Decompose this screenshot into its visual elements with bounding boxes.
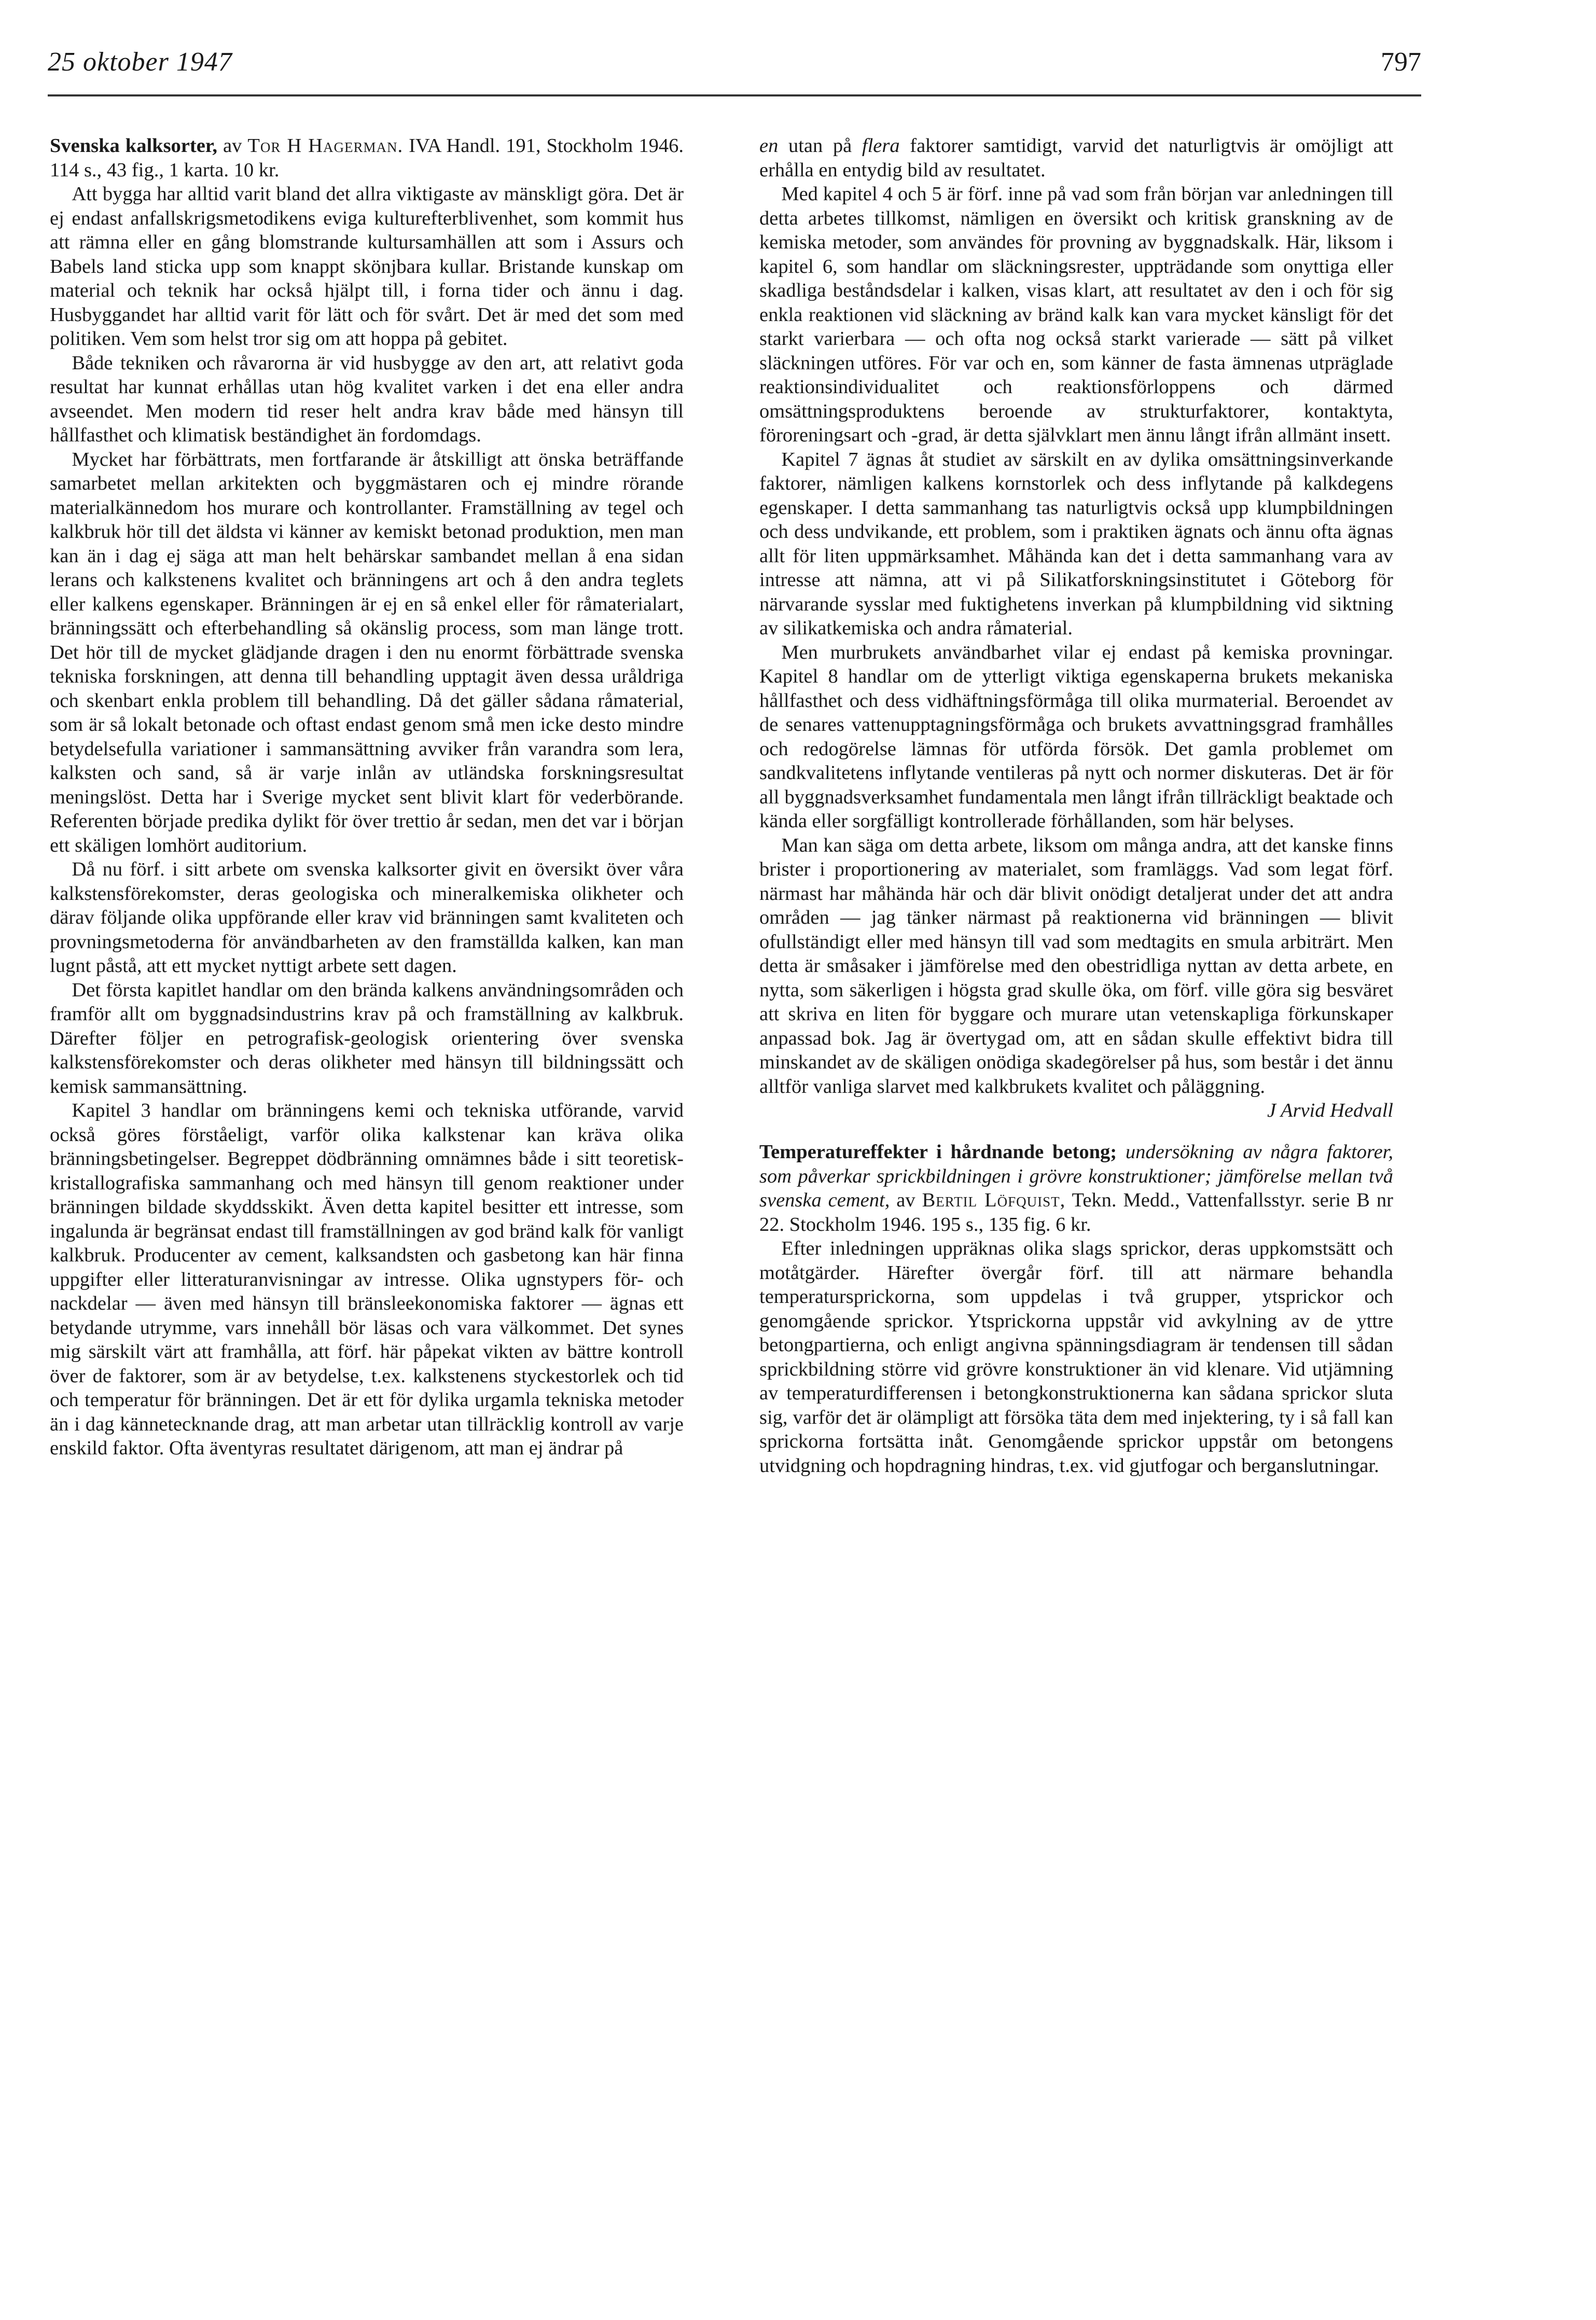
header-rule [48, 94, 1421, 96]
review-by: av [223, 135, 242, 157]
right-column [759, 134, 1393, 1478]
left-column [50, 134, 684, 1461]
page-header [48, 47, 1421, 88]
issue-date: 25 oktober 1947 [48, 47, 232, 77]
review-heading [759, 1140, 1393, 1237]
review-title: Svenska kalksorter, [50, 135, 217, 157]
body-text: utan på [788, 135, 852, 157]
body-text: faktorer samtidigt, varvid det naturligtvis är omöjligt att erhålla en entydig bild av resultatet. [759, 135, 1394, 181]
body-text: Man kan säga om detta arbete, liksom om många andra, att det kanske finns brister i proportionering av materialet, som framläggs. Vad som legat förf. närmast har måhända här och där blivit onödigt detaljerat under det att andra områden — jag tänker närmast på reaktionerna vid bränningen — blivit ofullständigt eller med hänsyn till vad som medtagits en smula arbiträrt. Men detta är småsaker i jämförelse med den obestridliga nyttan av detta arbete, en nytta, som säkerligen i högsta grad skulle öka, om förf. ville göra sig besväret att skriva en liten för byggare och murare utan vetenskapliga förkunskaper anpassad bok. Jag är övertygad om, att en sådan skulle effektivt bidra till minskandet av de skäligen onödiga skadegörelser på hus, som består i det ännu alltför vanliga slarvet med kalkbrukets kvalitet och påläggning. [759, 834, 1393, 1098]
review-paragraph: Med kapitel 4 och 5 är förf. inne på vad som från början var anledningen till detta arbetes tillkomst, nämligen en översikt och kritisk granskning av de kemiska metoder, som användes för provning av byggnadskalk. Här, liksom i kapitel 6, som handlar om släckningsrester, uppträdande som onyttiga eller skadliga beståndsdelar i kalken, visas klart, att resultatet av den i och för sig enkla reaktionen vid släckning av bränd kalk kan vara mycket känsligt för det starkt varierbara — och ofta nog också starkt varierade — sätt på vilket släckningen utföres. För var och en, som känner de fasta ämnenas utpräglade reaktionsindividualitet och reaktionsförloppens och därmed omsättningsproduktens beroende av strukturfaktorer, kontaktyta, föroreningsart och -grad, är detta självklart men ännu långt ifrån allmänt insett. [759, 183, 1393, 446]
review-title: Temperatureffekter i hårdnande betong; [759, 1141, 1117, 1163]
review-paragraph: Efter inledningen uppräknas olika slags sprickor, deras uppkomstsätt och motåtgärder. Härefter övergår förf. till att närmare behandla temperatursprickorna, som uppdelas i två grupper, ytsprickor och genomgående sprickor. Ytsprickorna uppstår vid avkylning av de yttre betongpartierna, och enligt angivna spänningsdiagram är tendensen till sådan sprickbildning större vid grövre konstruktioner än vid klenare. Vid utjämning av temperaturdifferensen i betongkonstruktionerna kan sådana sprickor sluta sig, varför det är olämpligt att försöka täta dem med injektering, ty i så fall kan sprickorna fortsätta inåt. Genomgående sprickor uppstår om betongens utvidgning och hopdragning hindras, t.ex. vid gjutfogar och berganslutningar. [759, 1238, 1393, 1477]
emphasis-text: flera [862, 135, 900, 157]
review-paragraph: Både tekniken och råvarorna är vid husbygge av den art, att relativt goda resultat har kunnat erhållas utan hög kvalitet varken i det ena eller andra avseendet. Men modern tid reser helt andra krav både med hänsyn till hållfasthet och klimatisk beständighet än fordomdags. [50, 352, 684, 446]
review-paragraph: Då nu förf. i sitt arbete om svenska kalksorter givit en översikt över våra kalkstensförekomster, deras geologiska och mineralkemiska olikheter och därav följande olika uppförande eller krav vid bränningen samt kvaliteten och provningsmetoderna för användbarheten av den framställda kalken, kan man lugnt påstå, att ett mycket nyttigt arbete sett dagen. [50, 858, 684, 977]
review-heading [50, 134, 684, 182]
review-paragraph: Kapitel 3 handlar om bränningens kemi och tekniska utförande, varvid också göres förståeligt, varför olika kalkstenar kan kräva olika bränningsbetingelser. Begreppet dödbränning omnämnes både i sitt teoretisk-kristallografiska sammanhang och med hänsyn till genom reaktioner under bränningen bildade skyddsskikt. Även detta kapitel besitter ett intresse, som ingalunda är begränsat endast till framställningen av god bränd kalk för vanligt kalkbruk. Producenter av cement, kalksandsten och gasbetong kan här finna uppgifter eller litteraturanvisningar av intresse. Olika ugnstypers för- och nackdelar — även med hänsyn till bränsleekonomiska faktorer — ägnas ett betydande utrymme, vars innehåll bör läsas och vara välkommet. Det synes mig särskilt värt att framhålla, att förf. här påpekat vikten av bättre kontroll över de faktorer, som är av betydelse, t.ex. kalkstenens styckestorlek och tid och temperatur för bränningen. Det är ett för dylika urgamla tekniska metoder än i dag kännetecknande drag, att man arbetar utan tillräcklig kontroll av varje enskild faktor. Ofta äventyras resultatet därigenom, att man ej ändrar på [50, 1100, 684, 1459]
review-author: Tor H Hagerman. [247, 135, 404, 157]
reviewer-signature: J Arvid Hedvall [1267, 1100, 1393, 1121]
review-paragraph: Kapitel 7 ägnas åt studiet av särskilt en av dylika omsättningsinverkande faktorer, nämligen kalkens kornstorlek och dess inflytande på kalkdegens egenskaper. I detta sammanhang tas naturligtvis också upp klumpbildningen och dess undvikande, ett problem, som i praktiken ägnats och ännu ofta ägnas allt för liten uppmärksamhet. Måhända kan det i detta sammanhang vara av intresse att nämna, att vi på Silikatforskningsinstitutet i Göteborg för närvarande sysslar med fuktighetens inverkan på klumpbildning vid siktning av silikatkemiska och andra råmaterial. [759, 448, 1393, 639]
emphasis-text: en [759, 135, 779, 157]
review-paragraph: Att bygga har alltid varit bland det allra viktigaste av mänskligt göra. Det är ej endast anfallskrigsmetodikens eviga kulturefterblivenhet, som kommit hus att rämna eller en gång blomstrande kultursamhällen att som i Assurs och Babels land sticka upp som knappt skönjbara kullar. Bristande kunskap om material och teknik har också hjälpt till, i forna tider och ännu i dag. Husbyggandet har alltid varit för lätt och för svårt. Det är med det som med politiken. Vem som helst tror sig om att hoppa på gebitet. [50, 183, 684, 350]
page-number: 797 [1381, 47, 1421, 77]
review-paragraph-continued [759, 134, 1393, 182]
review-biblio: IVA Handl. 191, Stockholm 1946. 114 s., 43 fig., 1 karta. 10 kr. [50, 135, 684, 181]
review-by: av [896, 1189, 915, 1211]
review-paragraph [759, 833, 1393, 1121]
review-subtitle: undersökning av några faktorer, som påverkar sprickbildningen i grövre konstruktioner; jämförelse mellan två svenska cement, [759, 1141, 1393, 1211]
review-paragraph: Men murbrukets användbarhet vilar ej endast på kemiska provningar. Kapitel 8 handlar om de ytterligt viktiga egenskaperna brukets mekaniska hållfasthet och dess vidhäftningsförmåga till olika murmaterial. Beroendet av de senares vattenupptagningsförmåga och brukets avvattningsgrad framhålles och redogörelse lämnas för utförda försök. Det gamla problemet om sandkvalitetens inflytande ventileras på nytt och normer diskuteras. Det är för all byggnadsverksamhet fundamentala men långt ifrån tillräckligt beaktade och kända eller sorgfälligt kontrollerade förhållanden, som här belyses. [759, 641, 1393, 832]
review-biblio: Tekn. Medd., Vattenfallsstyr. serie B nr 22. Stockholm 1946. 195 s., 135 fig. 6 kr. [759, 1189, 1393, 1235]
review-paragraph: Mycket har förbättrats, men fortfarande är åtskilligt att önska beträffande samarbetet mellan arkitekten och byggmästaren och ej mindre rörande materialkännedom hos murare och kontrollanter. Framställning av tegel och kalkbruk hör till det äldsta vi känner av kemiskt betonad produktion, men man kan än i dag ej säga att man helt behärskar sambandet mellan å ena sidan lerans och kalkstenens kvalitet och bränningens art och å den andra teglets eller kalkens egenskaper. Bränningen är ej en så enkel eller för råmaterialart, bränningssätt och efterbehandling så okänslig process, som man länge trott. Det hör till de mycket glädjande dragen i den nu enormt förbättrade svenska tekniska forskningen, att denna till behandling upptagit även dessa uråldriga och skenbart enkla problem till behandling. Då det gäller sådana råmaterial, som är så lokalt betonade och oftast endast genom små men icke desto mindre betydelsefulla variationer i sammansättning avviker från varandra som lera, kalksten och sand, så är varje inlån av utländska forskningsresultat meningslöst. Detta har i Sverige mycket sent blivit klart för vederbörande. Referenten började predika dylikt för över trettio år sedan, men det var i början ett skäligen lomhört auditorium. [50, 448, 684, 856]
review-paragraph: Det första kapitlet handlar om den brända kalkens användningsområden och framför allt om byggnadsindustrins krav på och framställning av kalkbruk. Därefter följer en petrografisk-geologisk orientering över svenska kalkstensförekomster och deras olikheter med hänsyn till bildningssätt och kemisk sammansättning. [50, 979, 684, 1098]
review-author: Bertil Löfquist, [922, 1189, 1066, 1211]
